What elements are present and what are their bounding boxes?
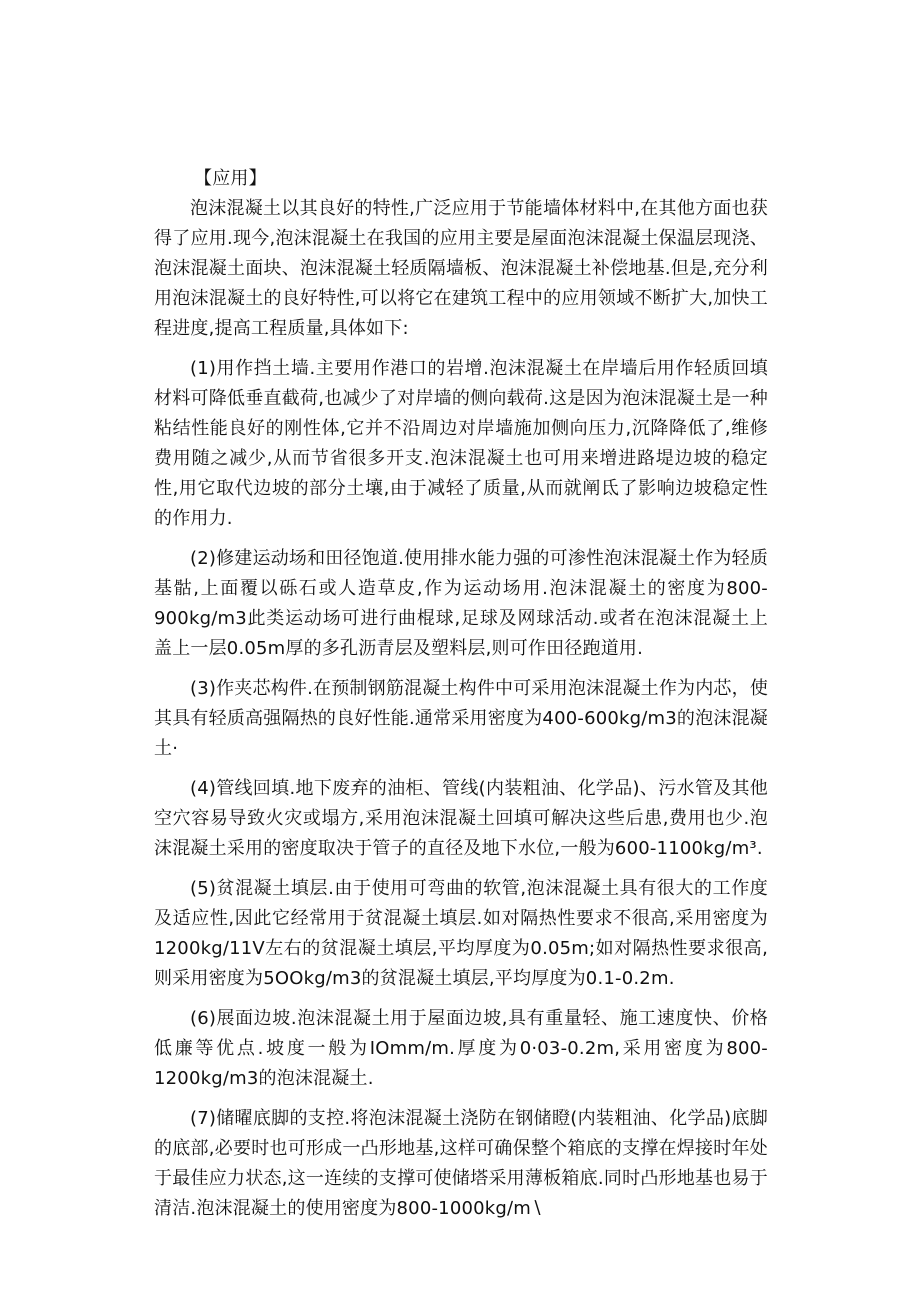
paragraph-tank-foundation: (7)储曜底脚的支控.将泡沫混凝土浇防在钢储瞪(内装粗油、化学品)底脚的底部,必要时也可形成一凸形地基,这样可确保整个箱底的支撑在焊接时年处于最佳应力状态,这一连续的支撑可使储塔采用薄板箱底.同时凸形地基也易于清洁.泡沫混凝土的使用密度为800-1000kg∕m∖ [154, 1108, 768, 1219]
document-body [154, 164, 768, 1234]
paragraph-sandwich-component: (3)作夹芯构件.在预制钢筋混凝土构件中可采用泡沫混凝土作为内芯，使其具有轻质高强隔热的良好性能.通常采用密度为400-600kg∕m3的泡沫混凝土· [154, 678, 769, 759]
paragraph-retaining-wall: (1)用作挡土墙.主要用作港口的岩增.泡沫混凝土在岸墙后用作轻质回填材料可降低垂直截荷,也减少了对岸墙的侧向载荷.这是因为泡沫混凝土是一种粘结性能良好的刚性体,它并不沿周边对岸墙施加侧向压力,沉降降低了,维修费用随之减少,从而节省很多开支.泡沫混凝土也可用来增进路堤边坡的稳定性,用它取代边坡的部分土壤,由于减轻了质量,从而就阐氐了影响边坡稳定性的作用力. [154, 358, 768, 529]
paragraph-pipeline-backfill: (4)管线回填.地下废弃的油柜、管线(内装粗油、化学品)、污水管及其他空穴容易导致火灾或塌方,采用泡沫混凝土回填可解决这些后患,费用也少.泡沫混凝土采用的密度取决于管子的直径及地下水位,一般为600-1100kg∕m³. [154, 778, 768, 859]
section-heading: 【应用】 [194, 168, 267, 189]
intro-paragraph: 泡沫混凝土以其良好的特性,广泛应用于节能墙体材料中,在其他方面也获得了应用.现今,泡沫混凝土在我国的应用主要是屋面泡沫混凝土保温层现浇、泡沫混凝土面块、泡沫混凝土轻质隔墙板、泡沫混凝土补偿地基.但是,充分利用泡沫混凝土的良好特性,可以将它在建筑工程中的应用领域不断扩大,加快工程进度,提高工程质量,具体如下: [154, 198, 768, 339]
paragraph-sports-field: (2)修建运动场和田径饱道.使用排水能力强的可渗性泡沫混凝土作为轻质基骷,上面覆以砾石或人造草皮,作为运动场用.泡沫混凝土的密度为800-900kg∕m3此类运动场可进行曲棍球,足球及网球活动.或者在泡沫混凝土上盖上一层0.05m厚的多孔沥青层及塑料层,则可作田径跑道用. [154, 548, 769, 659]
paragraph-lean-concrete-fill: (5)贫混凝土填层.由于使用可弯曲的软管,泡沫混凝土具有很大的工作度及适应性,因此它经常用于贫混凝土填层.如对隔热性要求不很高,采用密度为1200kg∕11V左右的贫混凝土填层,平均厚度为0.05m;如对隔热性要求很高,则采用密度为5OOkg∕m3的贫混凝土填层,平均厚度为0.1-0.2m. [154, 878, 768, 989]
paragraph-roof-slope: (6)展面边坡.泡沫混凝土用于屋面边坡,具有重量轻、施工速度快、价格低廉等优点.坡度一般为IOmm∕m.厚度为0·03-0.2m,采用密度为800-1200kg∕m3的泡沫混凝土. [154, 1008, 768, 1089]
